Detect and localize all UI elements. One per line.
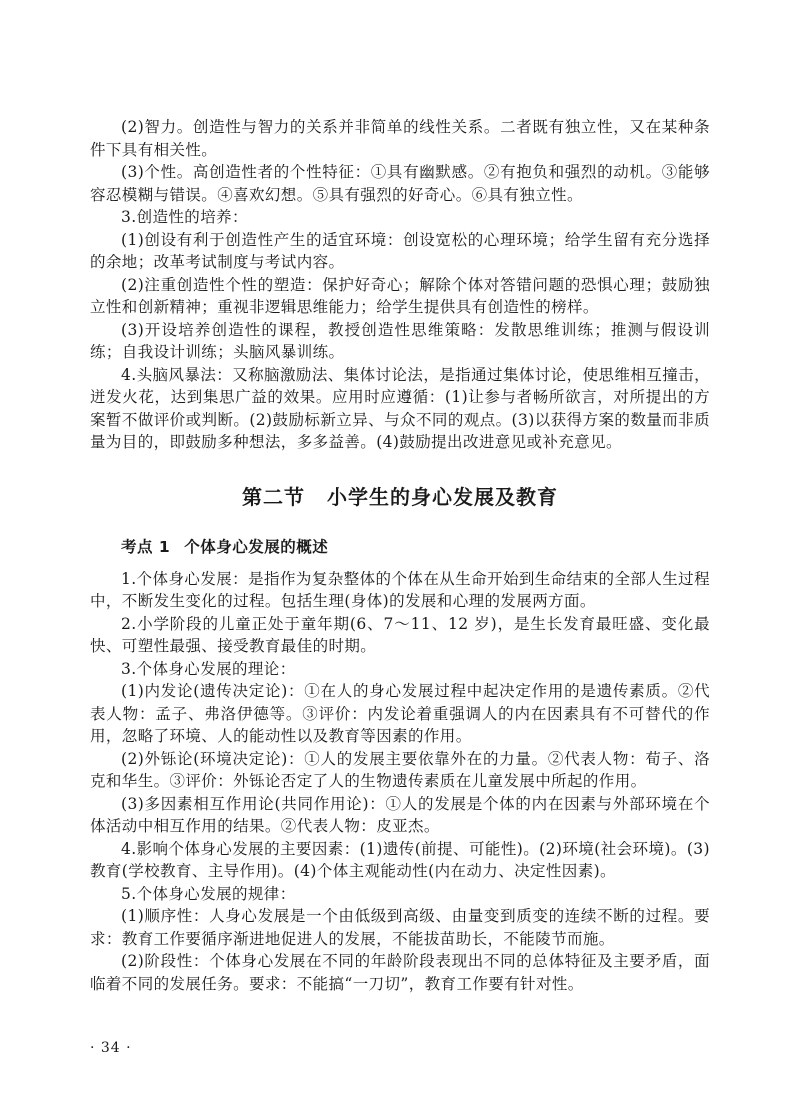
page-number: · 34 · (90, 1040, 132, 1056)
paragraph-brainstorming: 4.头脑风暴法：又称脑激励法、集体讨论法，是指通过集体讨论，使思维相互撞击，迸发火花，达到集思广益的效果。应用时应遵循：(1)让参与者畅所欲言，对所提出的方案暂不做评价或判断。(2)鼓励标新立异、与众不同的观点。(3)以获得方案的数量而非质量为目的，即鼓励多种想法，多多益善。(4)鼓励提出改进意见或补充意见。 (90, 365, 710, 451)
paragraph-theory-interaction: (3)多因素相互作用论(共同作用论)：①人的发展是个体的内在因素与外部环境在个体活动中相互作用的结果。②代表人物：皮亚杰。 (90, 794, 710, 835)
kaodian-heading (90, 536, 710, 558)
paragraph-factors: 4.影响个体身心发展的主要因素：(1)遗传(前提、可能性)。(2)环境(社会环境)。(3)教育(学校教育、主导作用)。(4)个体主观能动性(内在动力、决定性因素)。 (90, 839, 710, 880)
paragraph-cultivation-3: (3)开设培养创造性的课程，教授创造性思维策略：发散思维训练；推测与假设训练；自我设计训练；头脑风暴训练。 (90, 320, 710, 361)
paragraph-theory-external: (2)外铄论(环境决定论)：①人的发展主要依靠外在的力量。②代表人物：荀子、洛克和华生。③评价：外铄论否定了人的生物遗传素质在儿童发展中所起的作用。 (90, 749, 710, 790)
paragraph-cultivation-1: (1)创设有利于创造性产生的适宜环境：创设宽松的心理环境；给学生留有充分选择的余地；改革考试制度与考试内容。 (90, 230, 710, 271)
paragraph-laws-heading: 5.个体身心发展的规律： (121, 884, 296, 903)
paragraph-law-sequence: (1)顺序性：人身心发展是一个由低级到高级、由量变到质变的连续不断的过程。要求：教育工作要循序渐进地促进人的发展，不能拔苗助长，不能陵节而施。 (90, 907, 710, 948)
paragraph-theory-internal: (1)内发论(遗传决定论)：①在人的身心发展过程中起决定作用的是遗传素质。②代表人物：孟子、弗洛伊德等。③评价：内发论着重强调人的内在因素具有不可替代的作用，忽略了环境、人的能动性以及教育等因素的作用。 (90, 682, 710, 745)
paragraph-cultivation-heading: 3.创造性的培养： (121, 208, 248, 226)
page-content (90, 116, 710, 995)
section-heading (90, 482, 710, 512)
paragraph-intelligence: (2)智力。创造性与智力的关系并非简单的线性关系。二者既有独立性，又在某种条件下具有相关性。 (90, 118, 710, 159)
section-number: 第二节 (242, 484, 305, 509)
paragraph-childhood-stage: 2.小学阶段的儿童正处于童年期(6、7～11、12 岁)，是生长发育最旺盛、变化最快、可塑性最强、接受教育最佳的时期。 (90, 614, 710, 655)
paragraph-cultivation-2: (2)注重创造性个性的塑造：保护好奇心；解除个体对答错问题的恐惧心理；鼓励独立性和创新精神；重视非逻辑思维能力；给学生提供具有创造性的榜样。 (90, 275, 710, 316)
paragraph-theories-heading: 3.个体身心发展的理论： (121, 659, 296, 678)
paragraph-personality: (3)个性。高创造性者的个性特征：①具有幽默感。②有抱负和强烈的动机。③能够容忍模糊与错误。④喜欢幻想。⑤具有强烈的好奇心。⑥具有独立性。 (90, 163, 710, 204)
kaodian-title: 个体身心发展的概述 (184, 537, 329, 556)
paragraph-development-definition: 1.个体身心发展：是指作为复杂整体的个体在从生命开始到生命结束的全部人生过程中，不断发生变化的过程。包括生理(身体)的发展和心理的发展两方面。 (90, 569, 710, 610)
kaodian-label: 考点 1 (121, 537, 171, 556)
paragraph-law-stage: (2)阶段性：个体身心发展在不同的年龄阶段表现出不同的总体特征及主要矛盾，面临着不同的发展任务。要求：不能搞“一刀切”，教育工作要有针对性。 (90, 952, 710, 993)
section-title: 小学生的身心发展及教育 (327, 484, 558, 509)
